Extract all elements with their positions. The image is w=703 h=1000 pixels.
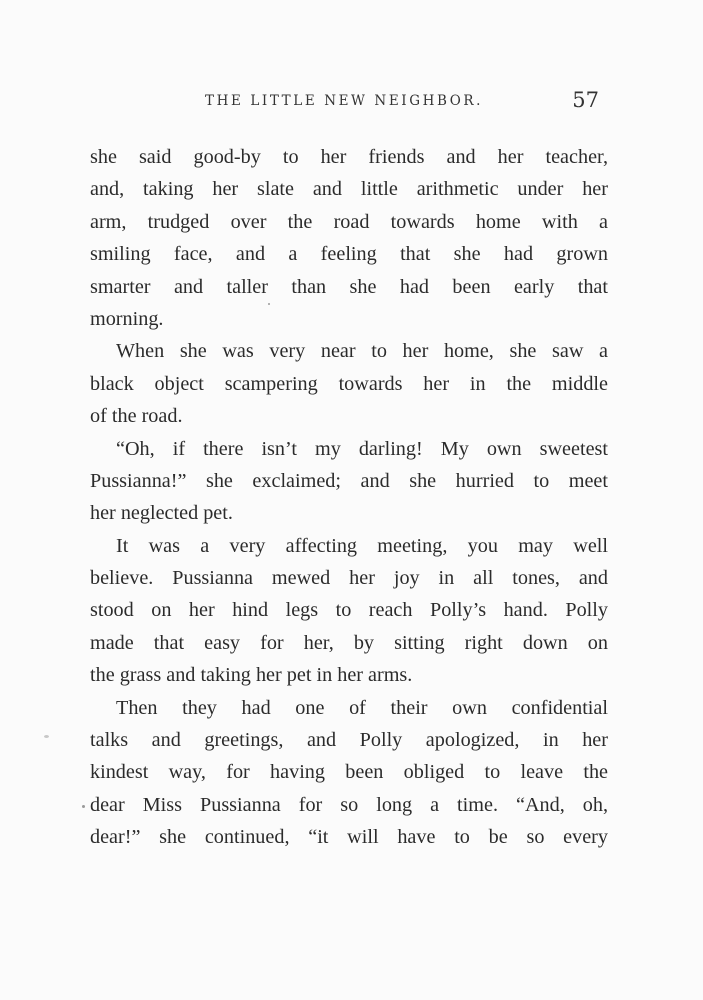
text-line: dear Miss Pussianna for so long a time. “And, oh, [90,793,608,816]
running-title: THE LITTLE NEW NEIGHBOR. [205,93,484,109]
text-line: smiling face, and a feeling that she had grown [90,243,608,266]
text-line: black object scampering towards her in the middle [90,372,608,395]
text-line: arm, trudged over the road towards home with a [90,210,608,233]
text-line: It was a very affecting meeting, you may well [116,534,608,557]
text-line: made that easy for her, by sitting right down on [90,631,608,654]
text-line: the grass and taking her pet in her arms. [90,664,413,687]
body-text [90,141,608,854]
text-line: she said good-by to her friends and her teacher, [90,146,608,168]
paragraph-4 [90,530,608,692]
text-line: Then they had one of their own confidential [116,696,608,719]
text-line: “Oh, if there isn’t my darling! My own sweetest [116,437,608,460]
text-line: dear!” she continued, “it will have to be so every [90,826,608,849]
text-line: believe. Pussianna mewed her joy in all tones, and [90,567,608,590]
text-line: Pussianna!” she exclaimed; and she hurried to meet [90,469,608,492]
text-line: her neglected pet. [90,502,233,525]
text-line: and, taking her slate and little arithmetic under her [90,178,608,201]
text-line: kindest way, for having been obliged to leave the [90,761,608,784]
page-number: 57 [572,88,599,112]
text-line: talks and greetings, and Polly apologized, in her [90,729,608,752]
text-line: stood on her hind legs to reach Polly’s hand. Polly [90,599,608,622]
scan-speck [268,303,270,305]
paragraph-5 [90,692,608,854]
scan-speck [82,805,85,808]
paragraph-2 [90,335,608,432]
text-line: smarter and taller than she had been early that [90,275,608,298]
text-line: When she was very near to her home, she saw a [116,340,608,363]
text-line: of the road. [90,405,183,428]
text-line: morning. [90,307,164,330]
paragraph-1 [90,141,608,335]
scan-speck [44,735,49,738]
paragraph-3 [90,433,608,530]
